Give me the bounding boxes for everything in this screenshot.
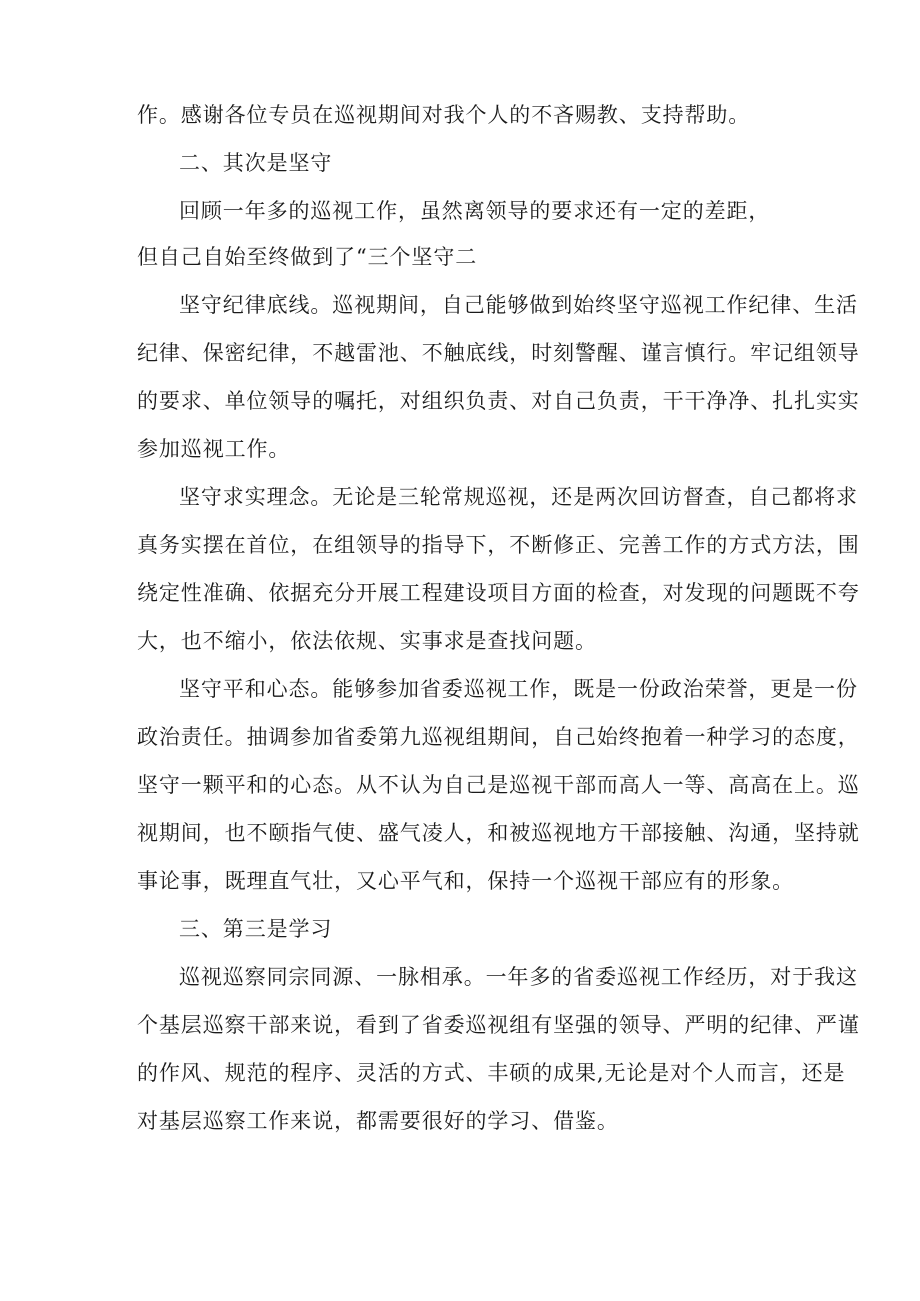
text-line: 但自己自始至终做到了“三个坚守二 xyxy=(137,245,478,269)
text-line: 坚守平和心态。能够参加省委巡视工作，既是一份政治荣誉，更是一份 xyxy=(179,677,858,701)
text-line: 的要求、单位领导的嘱托，对组织负责、对自己负责，干干净净、扎扎实实 xyxy=(137,389,860,413)
text-line: 真务实摆在首位，在组领导的指导下，不断修正、完善工作的方式方法，围 xyxy=(137,533,860,557)
text-line: 回顾一年多的巡视工作，虽然离领导的要求还有一定的差距， xyxy=(179,199,771,223)
text-line: 视期间，也不颐指气使、盛气凌人，和被巡视地方干部接触、沟通，坚持就 xyxy=(137,821,860,845)
section-heading: 三、第三是学习 xyxy=(179,917,333,941)
text-line: 个基层巡察干部来说，看到了省委巡视组有坚强的领导、严明的纪律、严谨 xyxy=(137,1013,860,1037)
text-line: 坚守求实理念。无论是三轮常规巡视，还是两次回访督查，自己都将求 xyxy=(179,485,858,509)
text-line: 大，也不缩小，依法依规、实事求是查找问题。 xyxy=(137,629,597,653)
text-line: 坚守一颗平和的心态。从不认为自己是巡视干部而高人一等、高高在上。巡 xyxy=(137,773,860,797)
text-line: 纪律、保密纪律，不越雷池、不触底线，时刻警醒、谨言慎行。牢记组领导 xyxy=(137,341,860,365)
text-line: 作。感谢各位专员在巡视期间对我个人的不吝赐教、支持帮助。 xyxy=(137,103,751,127)
text-line: 坚守纪律底线。巡视期间，自己能够做到始终坚守巡视工作纪律、生活 xyxy=(179,293,858,317)
text-line: 政治责任。抽调参加省委第九巡视组期间，自己始终抱着一种学习的态度， xyxy=(137,725,860,749)
text-line: 巡视巡察同宗同源、一脉相承。一年多的省委巡视工作经历，对于我这 xyxy=(179,965,858,989)
text-line: 参加巡视工作。 xyxy=(137,437,291,461)
text-line: 对基层巡察工作来说，都需要很好的学习、借鉴。 xyxy=(137,1109,619,1133)
text-line: 的作风、规范的程序、灵活的方式、丰硕的成果,无论是对个人而言，还是 xyxy=(137,1061,846,1085)
text-line: 事论事，既理直气壮，又心平气和，保持一个巡视干部应有的形象。 xyxy=(137,869,794,893)
text-line: 绕定性准确、依据充分开展工程建设项目方面的检查，对发现的问题既不夸 xyxy=(137,581,860,605)
section-heading: 二、其次是坚守 xyxy=(179,151,333,175)
